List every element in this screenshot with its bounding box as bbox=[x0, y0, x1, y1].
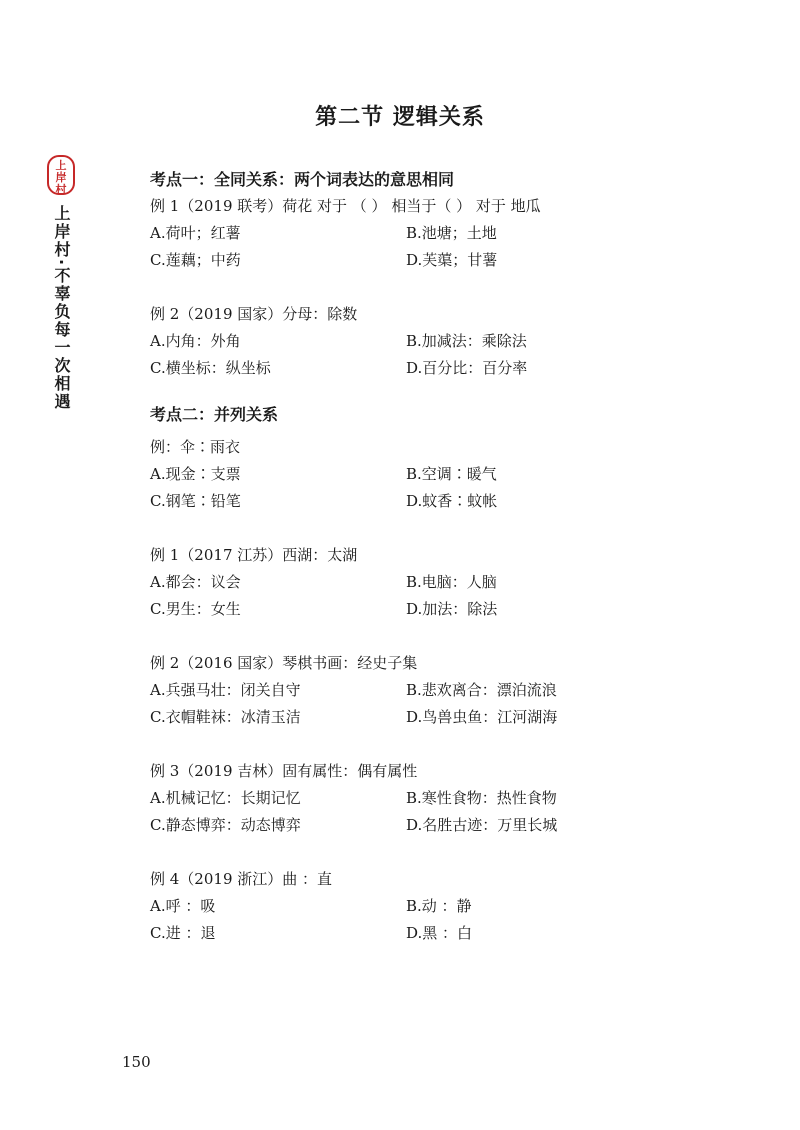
spacer bbox=[150, 839, 710, 866]
answer-option: C.钢笔∶铅笔 bbox=[150, 492, 241, 510]
answer-option: D.名胜古迹：万里长城 bbox=[406, 816, 558, 834]
answer-option: A.机械记忆：长期记忆 bbox=[150, 789, 301, 807]
example-question: 例 2（2019 国家）分母：除数 bbox=[150, 305, 358, 323]
option-row bbox=[150, 461, 710, 488]
option-row bbox=[150, 220, 710, 247]
spacer bbox=[150, 515, 710, 542]
spacer bbox=[150, 274, 710, 301]
answer-option: A.内角：外角 bbox=[150, 332, 241, 350]
example-question: 例 1（2017 江苏）西湖：太湖 bbox=[150, 546, 358, 564]
page-title: 第二节 逻辑关系 bbox=[315, 105, 485, 130]
answer-option: A.呼 ：吸 bbox=[150, 897, 216, 915]
option-row bbox=[150, 704, 710, 731]
brand-sidebar bbox=[44, 155, 78, 411]
option-row bbox=[150, 488, 710, 515]
answer-option: D.蚊香∶蚊帐 bbox=[406, 492, 498, 510]
option-row bbox=[150, 328, 710, 355]
answer-option: A.荷叶；红薯 bbox=[150, 224, 241, 242]
option-row bbox=[150, 893, 710, 920]
option-row bbox=[150, 569, 710, 596]
answer-option: B.动 ：静 bbox=[406, 897, 472, 915]
answer-option: B.加减法：乘除法 bbox=[406, 332, 527, 350]
spacer bbox=[150, 731, 710, 758]
answer-option: C.静态博弈：动态博弈 bbox=[150, 816, 301, 834]
spacer bbox=[150, 382, 710, 396]
answer-option: B.空调∶暖气 bbox=[406, 465, 497, 483]
example-question: 例：伞∶雨衣 bbox=[150, 438, 241, 456]
section-heading: 考点二：并列关系 bbox=[150, 405, 279, 424]
answer-option: B.电脑：人脑 bbox=[406, 573, 497, 591]
example-question: 例 3（2019 吉林）固有属性：偶有属性 bbox=[150, 762, 418, 780]
answer-option: B.悲欢离合：漂泊流浪 bbox=[406, 681, 557, 699]
answer-option: C.莲藕；中药 bbox=[150, 251, 241, 269]
example-question: 例 2（2016 国家）琴棋书画：经史子集 bbox=[150, 654, 418, 672]
answer-option: B.池塘；土地 bbox=[406, 224, 497, 242]
answer-option: D.加法：除法 bbox=[406, 600, 498, 618]
section-heading: 考点一：全同关系：两个词表达的意思相同 bbox=[150, 170, 455, 189]
answer-option: D.芙蕖；甘薯 bbox=[406, 251, 498, 269]
page-number: 150 bbox=[122, 1053, 151, 1071]
brand-seal-logo: 上 岸 村 bbox=[47, 155, 75, 195]
question-content bbox=[150, 166, 710, 947]
answer-option: A.兵强马壮：闭关自守 bbox=[150, 681, 301, 699]
answer-option: C.横坐标：纵坐标 bbox=[150, 359, 271, 377]
option-row bbox=[150, 785, 710, 812]
answer-option: C.男生：女生 bbox=[150, 600, 241, 618]
answer-option: B.寒性食物：热性食物 bbox=[406, 789, 557, 807]
option-row bbox=[150, 596, 710, 623]
option-row bbox=[150, 355, 710, 382]
example-question: 例 1（2019 联考）荷花 对于 （ ） 相当于（ ） 对于 地瓜 bbox=[150, 197, 541, 215]
option-row bbox=[150, 677, 710, 704]
answer-option: C.进 ：退 bbox=[150, 924, 216, 942]
option-row bbox=[150, 812, 710, 839]
brand-slogan: 上岸村·不辜负每一次相遇 bbox=[52, 205, 71, 412]
answer-option: A.都会：议会 bbox=[150, 573, 241, 591]
answer-option: A.现金∶支票 bbox=[150, 465, 241, 483]
answer-option: D.百分比：百分率 bbox=[406, 359, 528, 377]
option-row bbox=[150, 247, 710, 274]
answer-option: C.衣帽鞋袜：冰清玉洁 bbox=[150, 708, 301, 726]
example-question: 例 4（2019 浙江）曲 ：直 bbox=[150, 870, 333, 888]
spacer bbox=[150, 623, 710, 650]
option-row bbox=[150, 920, 710, 947]
answer-option: D.鸟兽虫鱼：江河湖海 bbox=[406, 708, 558, 726]
answer-option: D.黑 ：白 bbox=[406, 924, 473, 942]
